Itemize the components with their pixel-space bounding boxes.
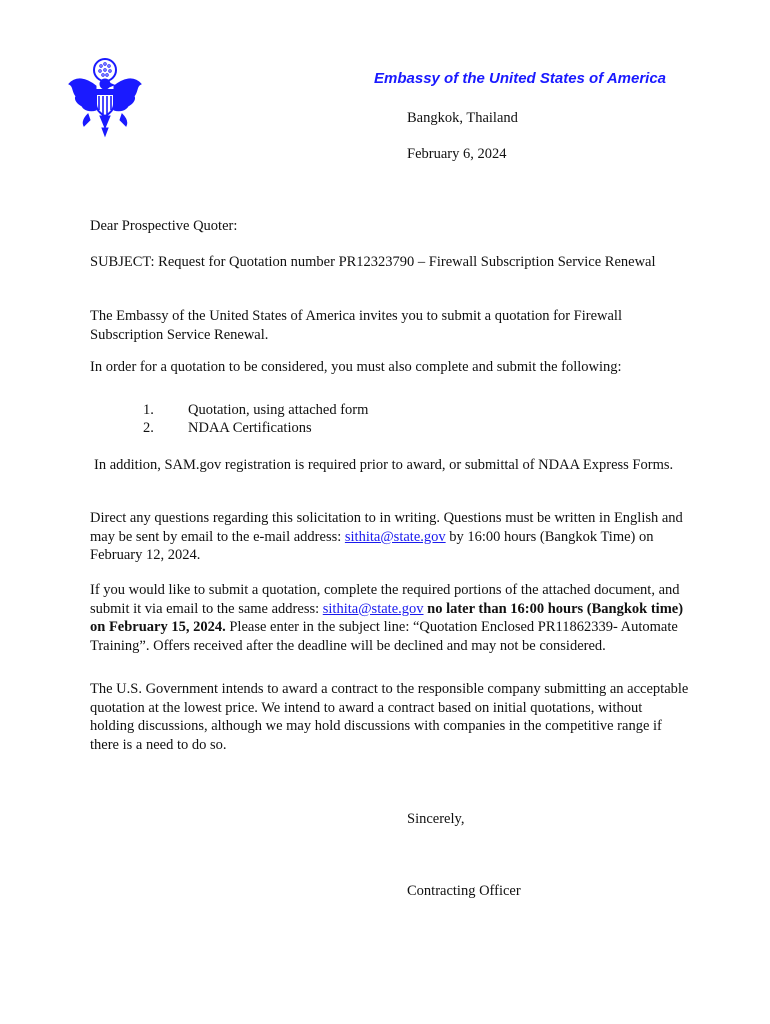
sam-registration-paragraph: In addition, SAM.gov registration is required prior to award, or submittal of NDAA Express Forms. — [94, 457, 674, 473]
requirements-intro: In order for a quotation to be considered, you must also complete and submit the following: — [90, 359, 622, 375]
questions-paragraph — [90, 509, 690, 565]
submission-deadline: no later than 16:00 hours (Bangkok time) on February 15, 2024. — [90, 600, 684, 635]
list-item-text: NDAA Certifications — [188, 419, 312, 436]
list-item-text: Quotation, using attached form — [188, 402, 369, 418]
greeting: Dear Prospective Quoter: — [90, 218, 238, 234]
intro-paragraph: The Embassy of the United States of America invites you to submit a quotation for Firewall Subscription Service Renewal. — [90, 308, 622, 343]
list-item-number: 1. — [143, 402, 154, 418]
list-item-number: 2. — [143, 419, 154, 436]
requirements-list — [143, 402, 368, 437]
list-item — [143, 402, 368, 420]
embassy-name-heading: Embassy of the United States of America — [374, 70, 667, 87]
list-item — [143, 420, 368, 438]
closing: Sincerely, — [407, 811, 465, 827]
submission-paragraph — [90, 581, 690, 655]
subject-line: SUBJECT: Request for Quotation number PR12323790 – Firewall Subscription Service Renewal — [90, 254, 656, 270]
email-link[interactable]: sithita@state.gov — [344, 528, 446, 545]
questions-deadline-text: by 16:00 hours (Bangkok Time) on February 12, 2024. — [90, 528, 654, 563]
letter-location: Bangkok, Thailand — [407, 110, 518, 126]
submission-email-link[interactable]: sithita@state.gov — [322, 600, 424, 617]
award-paragraph: The U.S. Government intends to award a contract to the responsible company submitting an acceptable quotation at the lowest price. We intend to award a contract based on initial quotations, without holding discussions, although we may hold discussions with companies in the competitive range if there is a need to do so. — [90, 681, 689, 753]
embassy-seal-icon — [66, 56, 144, 138]
questions-text: Direct any questions regarding this solicitation to in writing. Questions must be written in English and may be sent by email to the e-mail address: — [90, 510, 683, 545]
letter-date: February 6, 2024 — [407, 146, 507, 162]
submission-text: If you would like to submit a quotation, complete the required portions of the attached document, and submit it via email to the same address: — [90, 582, 680, 617]
submission-instructions: Please enter in the subject line: “Quotation Enclosed PR11862339- Automate Training”. Offers received after the deadline will be declined and may not be considered. — [90, 619, 678, 654]
signer-title: Contracting Officer — [407, 883, 521, 899]
